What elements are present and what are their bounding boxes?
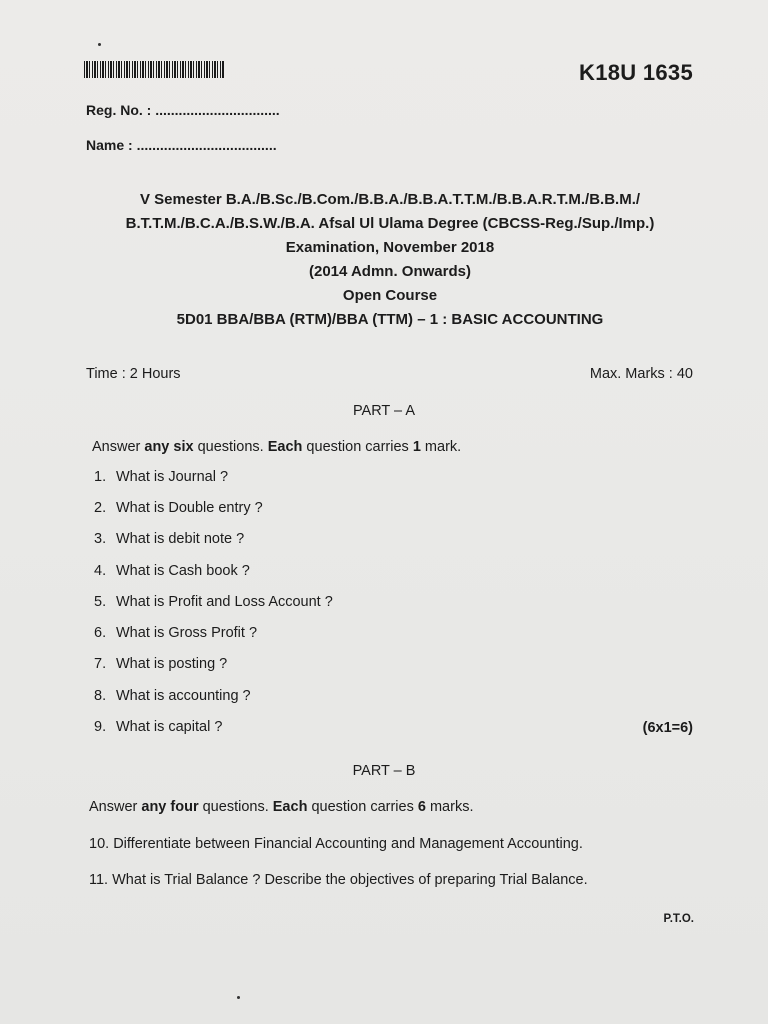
max-marks: Max. Marks : 40 (589, 366, 693, 382)
course-line-1: V Semester B.A./B.Sc./B.Com./B.B.A./B.B.A.T.T.M./B.B.A.R.T.M./B.B.M./ (139, 191, 641, 208)
pto-note: P.T.O. (663, 913, 694, 925)
instr-text: questions. (193, 439, 268, 455)
instr-text: question carries (307, 799, 418, 815)
question-number: 7. (94, 656, 107, 672)
paper-title: 5D01 BBA/BBA (RTM)/BBA (TTM) – 1 : BASIC ACCOUNTING (176, 311, 604, 328)
instr-text: question carries (302, 439, 413, 455)
question-number: 5. (94, 594, 107, 610)
instr-text: Answer (92, 439, 145, 455)
admission-year: (2014 Admn. Onwards) (309, 263, 471, 280)
question-item (94, 656, 227, 672)
question-item (94, 625, 257, 641)
question-text: What is Cash book ? (116, 563, 250, 579)
instr-emphasis: Each (272, 799, 308, 815)
question-text: What is Journal ? (116, 469, 229, 485)
instr-text: mark. (420, 439, 462, 455)
question-text: Differentiate between Financial Accounting and Management Accounting. (113, 836, 583, 852)
part-b-instruction (89, 799, 473, 815)
reg-no-field: Reg. No. : ................................ (86, 102, 280, 118)
course-line-2: B.T.T.M./B.C.A./B.S.W./B.A. Afsal Ul Ulama Degree (CBCSS-Reg./Sup./Imp.) (125, 215, 655, 232)
question-item (94, 719, 222, 735)
question-item (94, 531, 244, 547)
paper-code: K18U 1635 (579, 60, 693, 85)
question-number: 4. (94, 563, 107, 579)
question-number: 10. (89, 836, 110, 852)
part-a-instruction (92, 439, 461, 455)
question-text: What is Trial Balance ? Describe the objectives of preparing Trial Balance. (112, 872, 588, 888)
instr-text: questions. (198, 799, 273, 815)
instr-emphasis: 6 (417, 799, 426, 815)
instr-emphasis: any four (141, 799, 199, 815)
question-number: 1. (94, 469, 107, 485)
ink-speck (98, 43, 101, 46)
question-text: What is capital ? (116, 719, 223, 735)
ink-speck (237, 996, 240, 999)
question-text: What is Gross Profit ? (116, 625, 258, 641)
question-number: 2. (94, 500, 107, 516)
instr-emphasis: any six (144, 439, 194, 455)
question-item (89, 836, 583, 852)
part-a-title: PART – A (352, 403, 416, 419)
question-item (94, 594, 333, 610)
exam-title-block (60, 188, 720, 332)
question-text: What is Double entry ? (116, 500, 263, 516)
question-item (94, 688, 251, 704)
time-allowed: Time : 2 Hours (86, 366, 181, 382)
question-number: 11. (89, 872, 109, 888)
question-number: 9. (94, 719, 107, 735)
instr-text: Answer (89, 799, 142, 815)
question-text: What is posting ? (116, 656, 228, 672)
question-number: 3. (94, 531, 107, 547)
part-b-title: PART – B (352, 763, 416, 779)
question-item (94, 563, 250, 579)
course-type: Open Course (342, 287, 438, 304)
question-number: 6. (94, 625, 107, 641)
question-number: 8. (94, 688, 107, 704)
barcode (84, 61, 224, 78)
question-item (89, 872, 588, 888)
question-item (94, 500, 263, 516)
question-text: What is debit note ? (116, 531, 245, 547)
name-field: Name : .................................... (86, 137, 277, 153)
question-text: What is Profit and Loss Account ? (116, 594, 333, 610)
question-text: What is accounting ? (116, 688, 251, 704)
instr-text: marks. (425, 799, 474, 815)
question-item (94, 469, 228, 485)
instr-emphasis: 1 (412, 439, 421, 455)
exam-session: Examination, November 2018 (285, 239, 495, 256)
part-a-marks: (6x1=6) (642, 720, 693, 736)
instr-emphasis: Each (267, 439, 303, 455)
